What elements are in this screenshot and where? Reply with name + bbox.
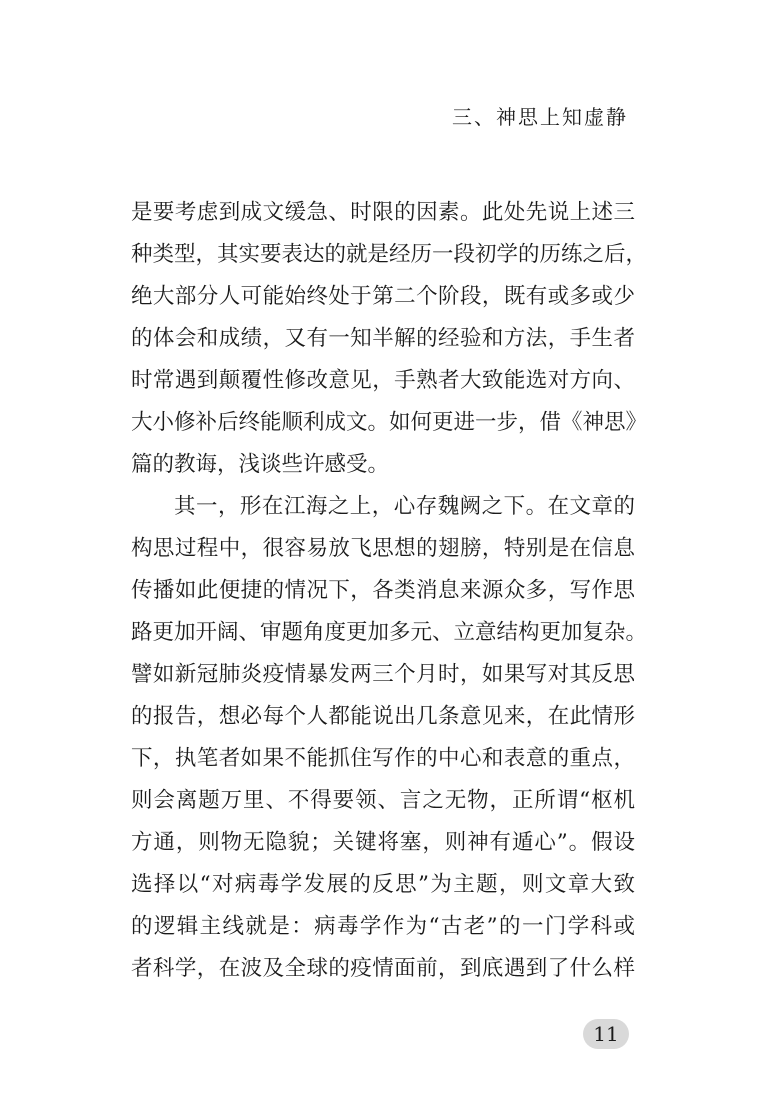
body-text	[131, 192, 648, 990]
text-line: 其一，形在江海之上，心存魏阙之下。在文章的	[174, 494, 635, 519]
running-header: 三、神思上知虚静	[452, 105, 628, 129]
text-line: 篇的教诲，浅谈些许感受。	[131, 452, 390, 477]
text-line: 的逻辑主线就是：病毒学作为“古老”的一门学科或	[131, 914, 635, 939]
text-line: 者科学，在波及全球的疫情面前，到底遇到了什么样	[131, 956, 635, 981]
text-line: 方通，则物无隐貌；关键将塞，则神有遁心”。假设	[131, 830, 635, 855]
text-line: 时常遇到颠覆性修改意见，手熟者大致能选对方向、	[131, 368, 635, 393]
text-line: 的报告，想必每个人都能说出几条意见来，在此情形	[131, 704, 635, 729]
text-line: 譬如新冠肺炎疫情暴发两三个月时，如果写对其反思	[131, 662, 635, 687]
text-line: 则会离题万里、不得要领、言之无物，正所谓“枢机	[131, 788, 635, 813]
text-line: 种类型，其实要表达的就是经历一段初学的历练之后，	[131, 242, 648, 267]
text-line: 路更加开阔、审题角度更加多元、立意结构更加复杂。	[131, 620, 648, 645]
text-line: 的体会和成绩，又有一知半解的经验和方法，手生者	[131, 326, 635, 351]
text-line: 传播如此便捷的情况下，各类消息来源众多，写作思	[131, 578, 635, 603]
text-line: 选择以“对病毒学发展的反思”为主题，则文章大致	[131, 872, 635, 897]
page-number-badge: 11	[583, 1019, 629, 1049]
text-line: 下，执笔者如果不能抓住写作的中心和表意的重点，	[131, 746, 635, 771]
text-line: 大小修补后终能顺利成文。如何更进一步，借《神思》	[131, 410, 648, 435]
text-line: 构思过程中，很容易放飞思想的翅膀，特别是在信息	[131, 536, 635, 561]
text-line: 是要考虑到成文缓急、时限的因素。此处先说上述三	[131, 200, 635, 225]
text-line: 绝大部分人可能始终处于第二个阶段，既有或多或少	[131, 284, 635, 309]
